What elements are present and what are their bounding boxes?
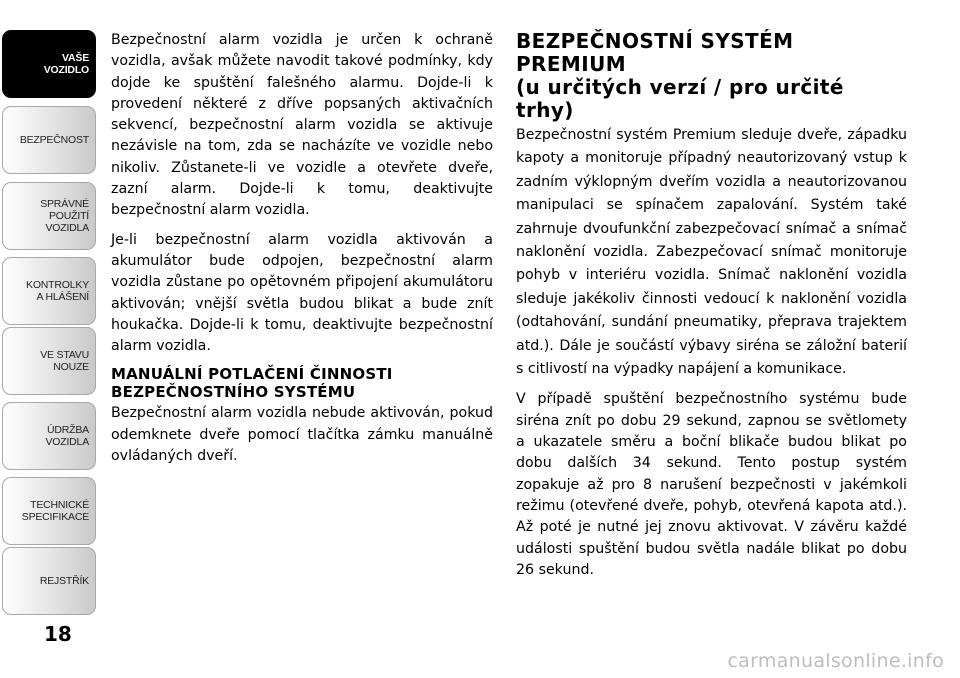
- tab-technicke-specifikace[interactable]: [2, 477, 96, 545]
- watermark: carmanualsonline.info: [727, 650, 944, 672]
- section-heading: MANUÁLNÍ POTLAČENÍ ČINNOSTI BEZPEČNOSTNÍHO SYSTÉMU: [111, 365, 393, 402]
- tab-label: KONTROLKY A HLÁŠENÍ: [26, 279, 89, 303]
- page-number: 18: [44, 622, 72, 646]
- section-subtitle: (u určitých verzí / pro určité trhy): [516, 75, 844, 122]
- tab-spravne-pouziti-vozidla[interactable]: [2, 182, 96, 250]
- tab-vase-vozidlo[interactable]: [2, 30, 96, 98]
- paragraph: Je-li bezpečnostní alarm vozidla aktivován a akumulátor bude odpojen, bezpečnostní alarm vozidla zůstane po opětovném připojení akumulátoru aktivován; vnější světla budou blikat a bude znít houkačka. Dojde-li k tomu, deaktivujte bezpečnostní alarm vozidla.: [111, 231, 493, 355]
- chapter-tabs: [0, 0, 104, 678]
- tab-udrzba-vozidla[interactable]: [2, 402, 96, 470]
- tab-label: BEZPEČNOST: [19, 134, 89, 146]
- tab-bezpecnost[interactable]: [2, 106, 96, 174]
- paragraph: Bezpečnostní systém Premium sleduje dveře, západku kapoty a monitoruje případný neautorizovaný vstup k zadním výklopným dveřím vozidla a neautorizovanou manipulaci se spínačem zapalování. Systém také zahrnuje dvoufunkční zabezpečovací snímač a snímač naklonění vozidla. Zabezpečovací snímač monitoruje pohyb v interiéru vozidla. Snímač naklonění vozidla sleduje jakékoliv činnosti vedoucí k naklonění vozidla (odtahování, sundání pneumatiky, přeprava trajektem atd.). Dále je součástí výbavy siréna se záložní baterií s citlivostí na výpadky napájení a komunikace.: [516, 127, 907, 378]
- tab-ve-stavu-nouze[interactable]: [2, 327, 96, 395]
- section-title: BEZPEČNOSTNÍ SYSTÉM PREMIUM: [516, 29, 794, 76]
- tab-label: VAŠE VOZIDLO: [43, 52, 89, 76]
- tab-kontrolky-a-hlaseni[interactable]: [2, 257, 96, 325]
- paragraph: Bezpečnostní alarm vozidla je určen k ochraně vozidla, avšak můžete navodit takové podmínky, kdy dojde ke spuštění falešného alarmu. Dojde-li k provedení některé z dříve popsaných aktivačních sekvencí, bezpečnostní alarm vozidla se aktivuje nezávisle na tom, zda se nacházíte ve vozidle nebo nikoliv. Zůstanete-li ve vozidle a otevřete dveře, zazní alarm. Dojde-li k tomu, deaktivujte bezpečnostní alarm vozidla.: [111, 32, 493, 219]
- paragraph: Bezpečnostní alarm vozidla nebude aktivován, pokud odemknete dveře pomocí tlačítka zámku manuálně ovládaných dveří.: [111, 405, 493, 465]
- right-column: [516, 30, 907, 589]
- paragraph: V případě spuštění bezpečnostního systému bude siréna znít po dobu 29 sekund, zapnou se světlomety a ukazatele směru a boční blikače budou blikat po dobu dalších 34 sekund. Tento postup systém zopakuje až pro 8 narušení bezpečnosti v jakémkoli režimu (otevřené dveře, pohyb, otevřená kapota atd.). Až poté je nutné jej znovu aktivovat. V závěru každé události spuštění budou světla nadále blikat po dobu 26 sekund.: [516, 391, 907, 578]
- tab-label: ÚDRŽBA VOZIDLA: [45, 424, 89, 448]
- tab-label: REJSTŘÍK: [39, 575, 89, 587]
- tab-rejstrik[interactable]: [2, 547, 96, 615]
- tab-label: TECHNICKÉ SPECIFIKACE: [21, 499, 89, 523]
- tab-label: VE STAVU NOUZE: [40, 349, 89, 373]
- tab-label: SPRÁVNÉ POUŽITÍ VOZIDLA: [40, 198, 89, 234]
- left-column: [111, 30, 493, 475]
